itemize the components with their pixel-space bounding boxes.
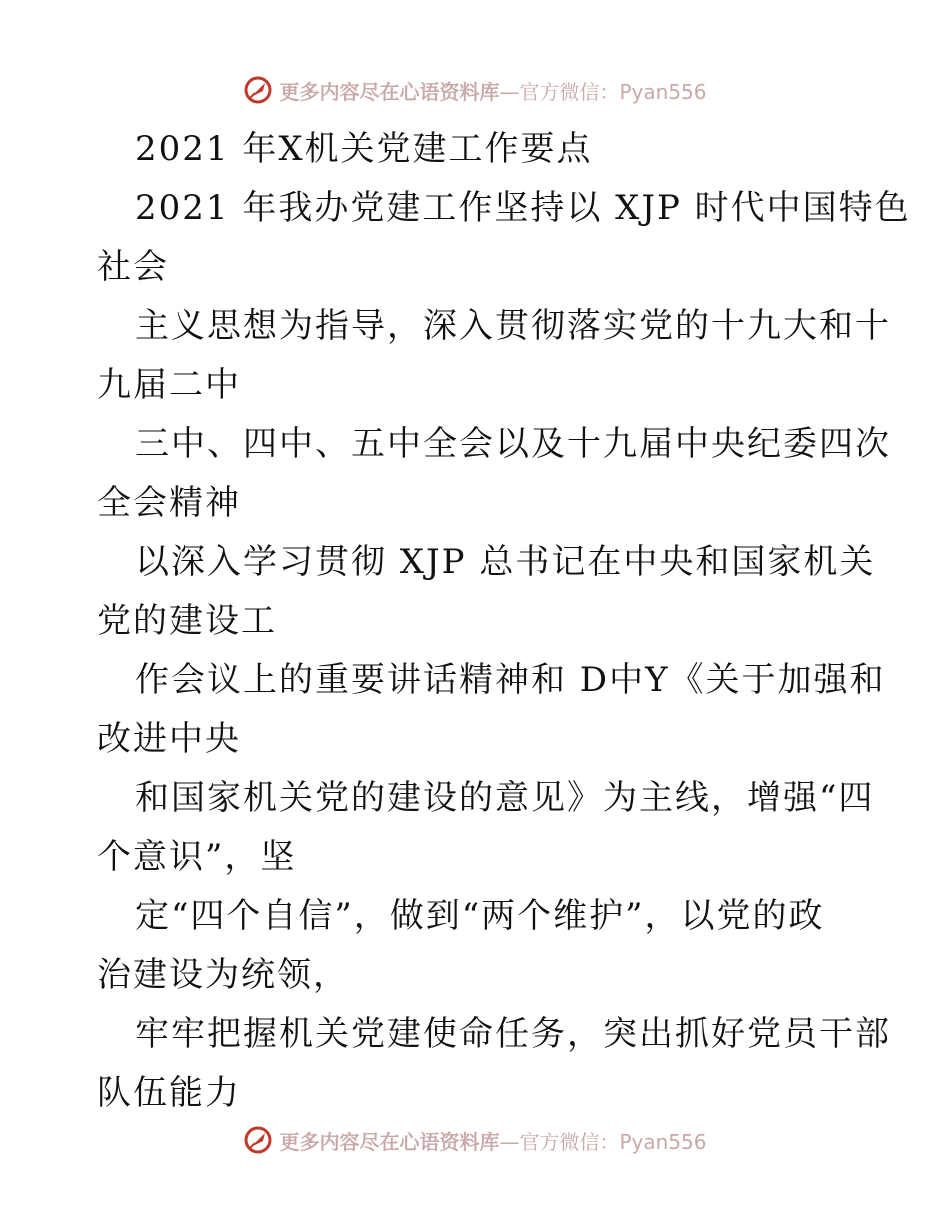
banner-site-name: 更多内容尽在心语资料库 bbox=[279, 1129, 500, 1154]
doc-title: 2021 年X机关党建工作要点 bbox=[135, 129, 593, 169]
banner-dash: — bbox=[499, 79, 520, 104]
doc-line: 社会 bbox=[97, 247, 169, 287]
banner-dash: — bbox=[499, 1129, 520, 1154]
quill-logo-icon bbox=[243, 75, 273, 105]
doc-line: 2021 年我办党建工作坚持以 XJP 时代中国特色 bbox=[135, 188, 911, 228]
doc-line: 改进中央 bbox=[97, 719, 241, 759]
banner-wechat-label: 官方微信： bbox=[519, 79, 620, 104]
header-banner bbox=[0, 70, 950, 110]
doc-line: 牢牢把握机关党建使命任务，突出抓好党员干部 bbox=[135, 1014, 891, 1054]
doc-line: 作会议上的重要讲话精神和 D中Y《关于加强和 bbox=[135, 660, 886, 700]
doc-line: 三中、四中、五中全会以及十九届中央纪委四次 bbox=[135, 424, 891, 464]
banner-wechat-id: Pyan556 bbox=[619, 79, 707, 104]
doc-line: 治建设为统领， bbox=[97, 955, 349, 995]
doc-line: 定“四个自信”，做到“两个维护”，以党的政 bbox=[135, 896, 825, 936]
document-body bbox=[97, 120, 911, 1123]
doc-line: 全会精神 bbox=[97, 483, 241, 523]
banner-text bbox=[279, 1126, 706, 1155]
doc-line: 九届二中 bbox=[97, 365, 241, 405]
doc-line: 个意识”，坚 bbox=[97, 837, 297, 877]
quill-logo-icon bbox=[243, 1125, 273, 1155]
banner-wechat-id: Pyan556 bbox=[619, 1129, 707, 1154]
doc-line: 队伍能力 bbox=[97, 1073, 241, 1113]
banner-text bbox=[279, 76, 706, 105]
banner-wechat-label: 官方微信： bbox=[519, 1129, 620, 1154]
banner-site-name: 更多内容尽在心语资料库 bbox=[279, 79, 500, 104]
doc-line: 主义思想为指导，深入贯彻落实党的十九大和十 bbox=[135, 306, 891, 346]
footer-banner bbox=[0, 1120, 950, 1160]
doc-line: 党的建设工 bbox=[97, 601, 277, 641]
doc-line: 和国家机关党的建设的意见》为主线，增强“四 bbox=[135, 778, 875, 818]
doc-line: 以深入学习贯彻 XJP 总书记在中央和国家机关 bbox=[135, 542, 876, 582]
